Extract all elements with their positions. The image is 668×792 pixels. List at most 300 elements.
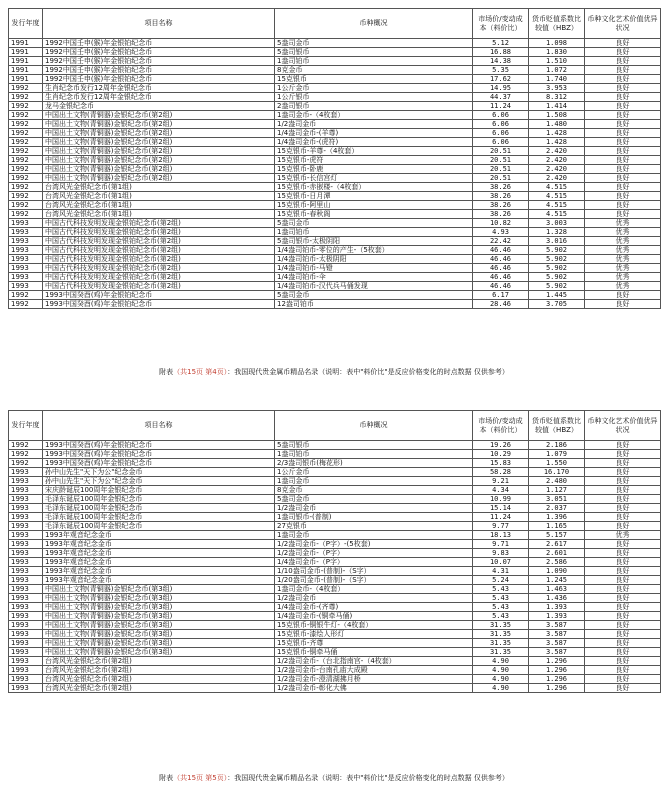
table-row [9,48,661,57]
cell-name: 台湾风光金银纪念币(第1组) [43,201,275,210]
cell-year: 1993 [9,576,43,585]
cell-ratio: 6.06 [473,129,529,138]
cell-ratio: 4.90 [473,666,529,675]
cell-culture: 良好 [585,111,661,120]
cell-year: 1993 [9,264,43,273]
cell-name: 中国出土文物(青铜器)金银纪念币(第3组) [43,630,275,639]
table-row [9,612,661,621]
cell-ratio: 19.26 [473,441,529,450]
cell-year: 1991 [9,57,43,66]
cell-coin: 1/4盎司金币-(羊尊) [275,129,473,138]
cell-year: 1993 [9,486,43,495]
table-row [9,75,661,84]
cell-name: 台湾风光金银纪念币(第2组) [43,666,275,675]
cell-culture: 良好 [585,57,661,66]
cell-culture: 良好 [585,48,661,57]
cell-culture: 良好 [585,495,661,504]
table-row [9,558,661,567]
cell-culture: 良好 [585,459,661,468]
cell-ratio: 38.26 [473,210,529,219]
table-row [9,567,661,576]
cell-year: 1993 [9,567,43,576]
cell-ratio: 20.51 [473,156,529,165]
cell-name: 毛泽东诞辰100周年金银纪念币 [43,513,275,522]
table-row [9,57,661,66]
cell-hbz: 2.480 [529,477,585,486]
cell-coin: 15克银币-虎符 [275,156,473,165]
cell-ratio: 9.83 [473,549,529,558]
cell-year: 1993 [9,255,43,264]
coin-table-1 [8,8,661,309]
cell-name: 中国古代科技发明发现金银铂纪念币(第2组) [43,264,275,273]
cell-year: 1992 [9,156,43,165]
table-row [9,147,661,156]
cell-year: 1992 [9,183,43,192]
cell-culture: 良好 [585,594,661,603]
cell-name: 1993年观音纪念金币 [43,549,275,558]
cell-hbz: 4.515 [529,183,585,192]
cell-name: 1993年观音纪念金币 [43,567,275,576]
cell-ratio: 4.90 [473,657,529,666]
cell-ratio: 6.06 [473,111,529,120]
cell-year: 1993 [9,282,43,291]
cell-year: 1993 [9,657,43,666]
cell-coin: 5盎司金币 [275,495,473,504]
cell-name: 宋庆龄诞辰100周年金银纪念币 [43,486,275,495]
cell-culture: 良好 [585,684,661,693]
cell-culture: 良好 [585,93,661,102]
table-row [9,291,661,300]
cell-coin: 1/20盎司金币-(普制)-（S字） [275,576,473,585]
header-hbz: 货币贬值系数比较值（HBZ） [529,9,585,39]
cell-hbz: 1.165 [529,522,585,531]
cell-coin: 8克金币 [275,66,473,75]
cell-ratio: 22.42 [473,237,529,246]
cell-hbz: 16.170 [529,468,585,477]
table-row [9,486,661,495]
table-row [9,684,661,693]
cell-year: 1993 [9,237,43,246]
cell-coin: 1/2盎司金币-澄清湖拂月桥 [275,675,473,684]
cell-coin: 1/4盎司金币-（P字） [275,558,473,567]
cell-hbz: 4.515 [529,210,585,219]
cell-coin: 15克银币-齐尊 [275,639,473,648]
header-name: 项目名称 [43,411,275,441]
cell-hbz: 1.830 [529,48,585,57]
table-row [9,585,661,594]
cell-ratio: 31.35 [473,648,529,657]
footer-page: （共15页 第5页） [173,774,228,782]
cell-name: 毛泽东诞辰100周年金银纪念币 [43,504,275,513]
header-year: 发行年度 [9,411,43,441]
cell-name: 毛泽东诞辰100周年金银纪念币 [43,495,275,504]
cell-ratio: 4.34 [473,486,529,495]
cell-name: 台湾风光金银纪念币(第1组) [43,210,275,219]
cell-year: 1993 [9,648,43,657]
table-row [9,228,661,237]
cell-ratio: 15.14 [473,504,529,513]
cell-hbz: 4.515 [529,201,585,210]
cell-coin: 5盎司金币 [275,39,473,48]
cell-name: 中国古代科技发明发现金银铂纪念币(第2组) [43,273,275,282]
cell-year: 1992 [9,138,43,147]
header-coin: 币种概况 [275,411,473,441]
cell-culture: 良好 [585,291,661,300]
cell-year: 1993 [9,594,43,603]
table-row [9,300,661,309]
cell-coin: 15克银币-羊尊-（4枚套） [275,147,473,156]
cell-ratio: 11.24 [473,513,529,522]
cell-name: 生肖纪念币发行12周年金银纪念币 [43,93,275,102]
cell-hbz: 3.705 [529,300,585,309]
footer-page: （共15页 第4页） [173,368,228,376]
cell-name: 台湾风光金银纪念币(第2组) [43,657,275,666]
cell-hbz: 2.586 [529,558,585,567]
cell-coin: 27克银币 [275,522,473,531]
cell-hbz: 2.617 [529,540,585,549]
table-row [9,657,661,666]
cell-hbz: 5.902 [529,246,585,255]
cell-name: 中国古代科技发明发现金银铂纪念币(第2组) [43,282,275,291]
cell-name: 中国出土文物(青铜器)金银纪念币(第3组) [43,594,275,603]
cell-ratio: 11.24 [473,102,529,111]
cell-name: 生肖纪念币发行12周年金银纪念币 [43,84,275,93]
table-row [9,513,661,522]
cell-year: 1993 [9,639,43,648]
cell-culture: 优秀 [585,237,661,246]
cell-name: 中国古代科技发明发现金银铂纪念币(第2组) [43,255,275,264]
cell-name: 中国古代科技发明发现金银铂纪念币(第2组) [43,246,275,255]
cell-ratio: 10.07 [473,558,529,567]
cell-ratio: 17.62 [473,75,529,84]
cell-name: 毛泽东诞辰100周年金银纪念币 [43,522,275,531]
cell-culture: 良好 [585,639,661,648]
cell-year: 1992 [9,450,43,459]
cell-hbz: 1.098 [529,39,585,48]
table-row [9,237,661,246]
table-row [9,183,661,192]
cell-culture: 良好 [585,468,661,477]
cell-name: 1993年观音纪念金币 [43,576,275,585]
cell-coin: 1/4盎司金币-(铜牵马俑) [275,612,473,621]
cell-ratio: 18.13 [473,531,529,540]
cell-ratio: 5.24 [473,576,529,585]
cell-name: 台湾风光金银纪念币(第2组) [43,675,275,684]
cell-year: 1991 [9,48,43,57]
cell-year: 1993 [9,558,43,567]
cell-ratio: 4.93 [473,228,529,237]
cell-year: 1993 [9,585,43,594]
table-row [9,522,661,531]
cell-hbz: 1.414 [529,102,585,111]
cell-year: 1992 [9,129,43,138]
cell-name: 中国出土文物(青铜器)金银纪念币(第2组) [43,165,275,174]
cell-hbz: 1.296 [529,666,585,675]
cell-culture: 良好 [585,39,661,48]
cell-hbz: 1.463 [529,585,585,594]
cell-ratio: 6.17 [473,291,529,300]
cell-name: 1992中国壬申(猴)年金银铂纪念币 [43,57,275,66]
cell-coin: 1/2盎司金币-（P字） [275,549,473,558]
cell-coin: 1/2盎司金币-彰化大佛 [275,684,473,693]
cell-culture: 良好 [585,441,661,450]
cell-coin: 5盎司金币 [275,219,473,228]
table-row [9,93,661,102]
cell-hbz: 8.312 [529,93,585,102]
table-row [9,468,661,477]
cell-ratio: 20.51 [473,174,529,183]
cell-coin: 1盎司铂币 [275,57,473,66]
cell-coin: 2盎司银币 [275,102,473,111]
cell-year: 1993 [9,612,43,621]
table-row [9,129,661,138]
cell-name: 1993中国癸酉(鸡)年金银铂纪念币 [43,441,275,450]
coin-table-section-1 [8,8,660,309]
cell-culture: 良好 [585,666,661,675]
cell-coin: 15克银币-赤嵌楼-（4枚套） [275,183,473,192]
cell-culture: 良好 [585,84,661,93]
table-row [9,495,661,504]
table-row [9,120,661,129]
table-footer-note-2 [0,773,668,783]
cell-year: 1991 [9,39,43,48]
cell-coin: 5盎司银币 [275,48,473,57]
cell-culture: 良好 [585,210,661,219]
cell-coin: 1/2盎司金币-台南孔庙大成殿 [275,666,473,675]
cell-ratio: 4.90 [473,675,529,684]
cell-hbz: 2.601 [529,549,585,558]
cell-ratio: 4.90 [473,684,529,693]
cell-culture: 良好 [585,603,661,612]
cell-coin: 1/4盎司铂币-零位的产生-（5枚套） [275,246,473,255]
cell-coin: 15克银币-长信宫灯 [275,174,473,183]
table-row [9,174,661,183]
cell-name: 中国出土文物(青铜器)金银纪念币(第3组) [43,585,275,594]
cell-hbz: 1.393 [529,603,585,612]
table-row [9,549,661,558]
cell-ratio: 14.95 [473,84,529,93]
table-row [9,39,661,48]
cell-culture: 良好 [585,165,661,174]
cell-name: 中国古代科技发明发现金银铂纪念币(第2组) [43,228,275,237]
cell-hbz: 1.079 [529,450,585,459]
cell-year: 1992 [9,147,43,156]
table-row [9,666,661,675]
cell-year: 1991 [9,66,43,75]
cell-hbz: 3.016 [529,237,585,246]
cell-coin: 1/2盎司金币 [275,594,473,603]
cell-ratio: 38.26 [473,192,529,201]
cell-name: 中国出土文物(青铜器)金银纪念币(第2组) [43,111,275,120]
cell-coin: 15克银币-铜银牛灯-（4枚套） [275,621,473,630]
cell-ratio: 6.06 [473,120,529,129]
cell-ratio: 44.37 [473,93,529,102]
cell-name: 1992中国壬申(猴)年金银铂纪念币 [43,39,275,48]
header-culture: 币种文化艺术价值优异状况 [585,9,661,39]
cell-culture: 优秀 [585,228,661,237]
cell-year: 1993 [9,684,43,693]
cell-ratio: 20.51 [473,165,529,174]
cell-year: 1993 [9,495,43,504]
table-row [9,648,661,657]
table-row [9,594,661,603]
cell-name: 中国出土文物(青铜器)金银纪念币(第2组) [43,156,275,165]
cell-culture: 优秀 [585,255,661,264]
cell-ratio: 58.28 [473,468,529,477]
cell-culture: 良好 [585,66,661,75]
cell-name: 1992中国壬申(猴)年金银铂纪念币 [43,66,275,75]
cell-ratio: 38.26 [473,183,529,192]
cell-hbz: 4.515 [529,192,585,201]
cell-hbz: 3.587 [529,630,585,639]
table-row [9,504,661,513]
cell-ratio: 38.26 [473,201,529,210]
cell-culture: 良好 [585,174,661,183]
cell-hbz: 2.186 [529,441,585,450]
table-row [9,255,661,264]
table-row [9,273,661,282]
cell-ratio: 9.21 [473,477,529,486]
cell-coin: 1/4盎司金币-(虎符) [275,138,473,147]
cell-name: 1992中国壬申(猴)年金银铂纪念币 [43,75,275,84]
cell-hbz: 1.445 [529,291,585,300]
cell-year: 1993 [9,477,43,486]
cell-coin: 1盎司银币-(普制) [275,513,473,522]
cell-culture: 良好 [585,192,661,201]
cell-hbz: 2.420 [529,165,585,174]
table-row [9,639,661,648]
cell-coin: 1公斤金币 [275,468,473,477]
cell-ratio: 10.82 [473,219,529,228]
table-row [9,621,661,630]
cell-ratio: 20.51 [473,147,529,156]
cell-coin: 15克银币-铜牵马俑 [275,648,473,657]
cell-year: 1992 [9,459,43,468]
cell-hbz: 1.436 [529,594,585,603]
cell-name: 龙马金银纪念币 [43,102,275,111]
cell-culture: 良好 [585,621,661,630]
table-row [9,246,661,255]
header-year: 发行年度 [9,9,43,39]
table-header-row [9,411,661,441]
cell-hbz: 5.157 [529,531,585,540]
table-row [9,603,661,612]
cell-coin: 5盎司金币 [275,291,473,300]
cell-hbz: 5.902 [529,255,585,264]
cell-year: 1993 [9,549,43,558]
cell-name: 中国出土文物(青铜器)金银纪念币(第2组) [43,147,275,156]
header-ratio: 市场价/变动成本（料价比） [473,9,529,39]
cell-year: 1992 [9,291,43,300]
footer-prefix: 附表 [159,774,174,782]
cell-coin: 1/10盎司金币-(普制)-（S字） [275,567,473,576]
cell-culture: 良好 [585,147,661,156]
footer-text: ：我国现代贵金属币精品名录（说明：表中"料价比"是反应价格变化的时点数据 仅供参考） [227,774,509,782]
table-row [9,675,661,684]
cell-hbz: 1.396 [529,513,585,522]
cell-name: 台湾风光金银纪念币(第1组) [43,183,275,192]
cell-culture: 良好 [585,675,661,684]
cell-name: 中国出土文物(青铜器)金银纪念币(第2组) [43,129,275,138]
cell-year: 1992 [9,165,43,174]
cell-hbz: 5.902 [529,264,585,273]
cell-hbz: 3.587 [529,648,585,657]
cell-coin: 12盎司铂币 [275,300,473,309]
cell-year: 1992 [9,441,43,450]
cell-year: 1993 [9,630,43,639]
table-row [9,540,661,549]
cell-culture: 良好 [585,522,661,531]
cell-name: 台湾风光金银纪念币(第2组) [43,684,275,693]
table-row [9,156,661,165]
table-row [9,282,661,291]
cell-year: 1993 [9,603,43,612]
table-row [9,450,661,459]
cell-coin: 5盎司银币-太极阴阳 [275,237,473,246]
cell-culture: 良好 [585,585,661,594]
cell-hbz: 2.420 [529,147,585,156]
cell-name: 1992中国壬申(猴)年金银铂纪念币 [43,48,275,57]
cell-name: 台湾风光金银纪念币(第1组) [43,192,275,201]
cell-year: 1993 [9,666,43,675]
cell-ratio: 46.46 [473,264,529,273]
cell-hbz: 2.420 [529,156,585,165]
cell-ratio: 5.43 [473,603,529,612]
cell-year: 1993 [9,540,43,549]
table-row [9,201,661,210]
cell-coin: 1/2盎司金币-（P字）-(5枚套) [275,540,473,549]
cell-culture: 良好 [585,549,661,558]
cell-year: 1993 [9,513,43,522]
cell-year: 1993 [9,468,43,477]
cell-ratio: 46.46 [473,255,529,264]
cell-ratio: 14.38 [473,57,529,66]
cell-culture: 良好 [585,612,661,621]
table-row [9,219,661,228]
header-coin: 币种概况 [275,9,473,39]
cell-coin: 8克金币 [275,486,473,495]
cell-ratio: 5.35 [473,66,529,75]
cell-ratio: 5.12 [473,39,529,48]
table-row [9,531,661,540]
coin-table-section-2 [8,410,660,693]
table-row [9,264,661,273]
cell-coin: 15克银币-阿里山 [275,201,473,210]
cell-culture: 良好 [585,75,661,84]
cell-culture: 良好 [585,120,661,129]
cell-culture: 良好 [585,648,661,657]
cell-ratio: 31.35 [473,630,529,639]
cell-coin: 1/2盎司金币 [275,120,473,129]
table-row [9,459,661,468]
footer-prefix: 附表 [159,368,174,376]
table-row [9,630,661,639]
cell-hbz: 1.328 [529,228,585,237]
cell-name: 孙中山先生"天下为公"纪念金币 [43,468,275,477]
cell-name: 中国出土文物(青铜器)金银纪念币(第3组) [43,648,275,657]
cell-year: 1993 [9,531,43,540]
table-row [9,441,661,450]
cell-year: 1992 [9,300,43,309]
header-culture: 币种文化艺术价值优异状况 [585,411,661,441]
cell-ratio: 46.46 [473,273,529,282]
cell-year: 1993 [9,504,43,513]
cell-year: 1992 [9,102,43,111]
cell-hbz: 1.296 [529,684,585,693]
cell-culture: 优秀 [585,531,661,540]
cell-culture: 良好 [585,138,661,147]
cell-year: 1993 [9,522,43,531]
